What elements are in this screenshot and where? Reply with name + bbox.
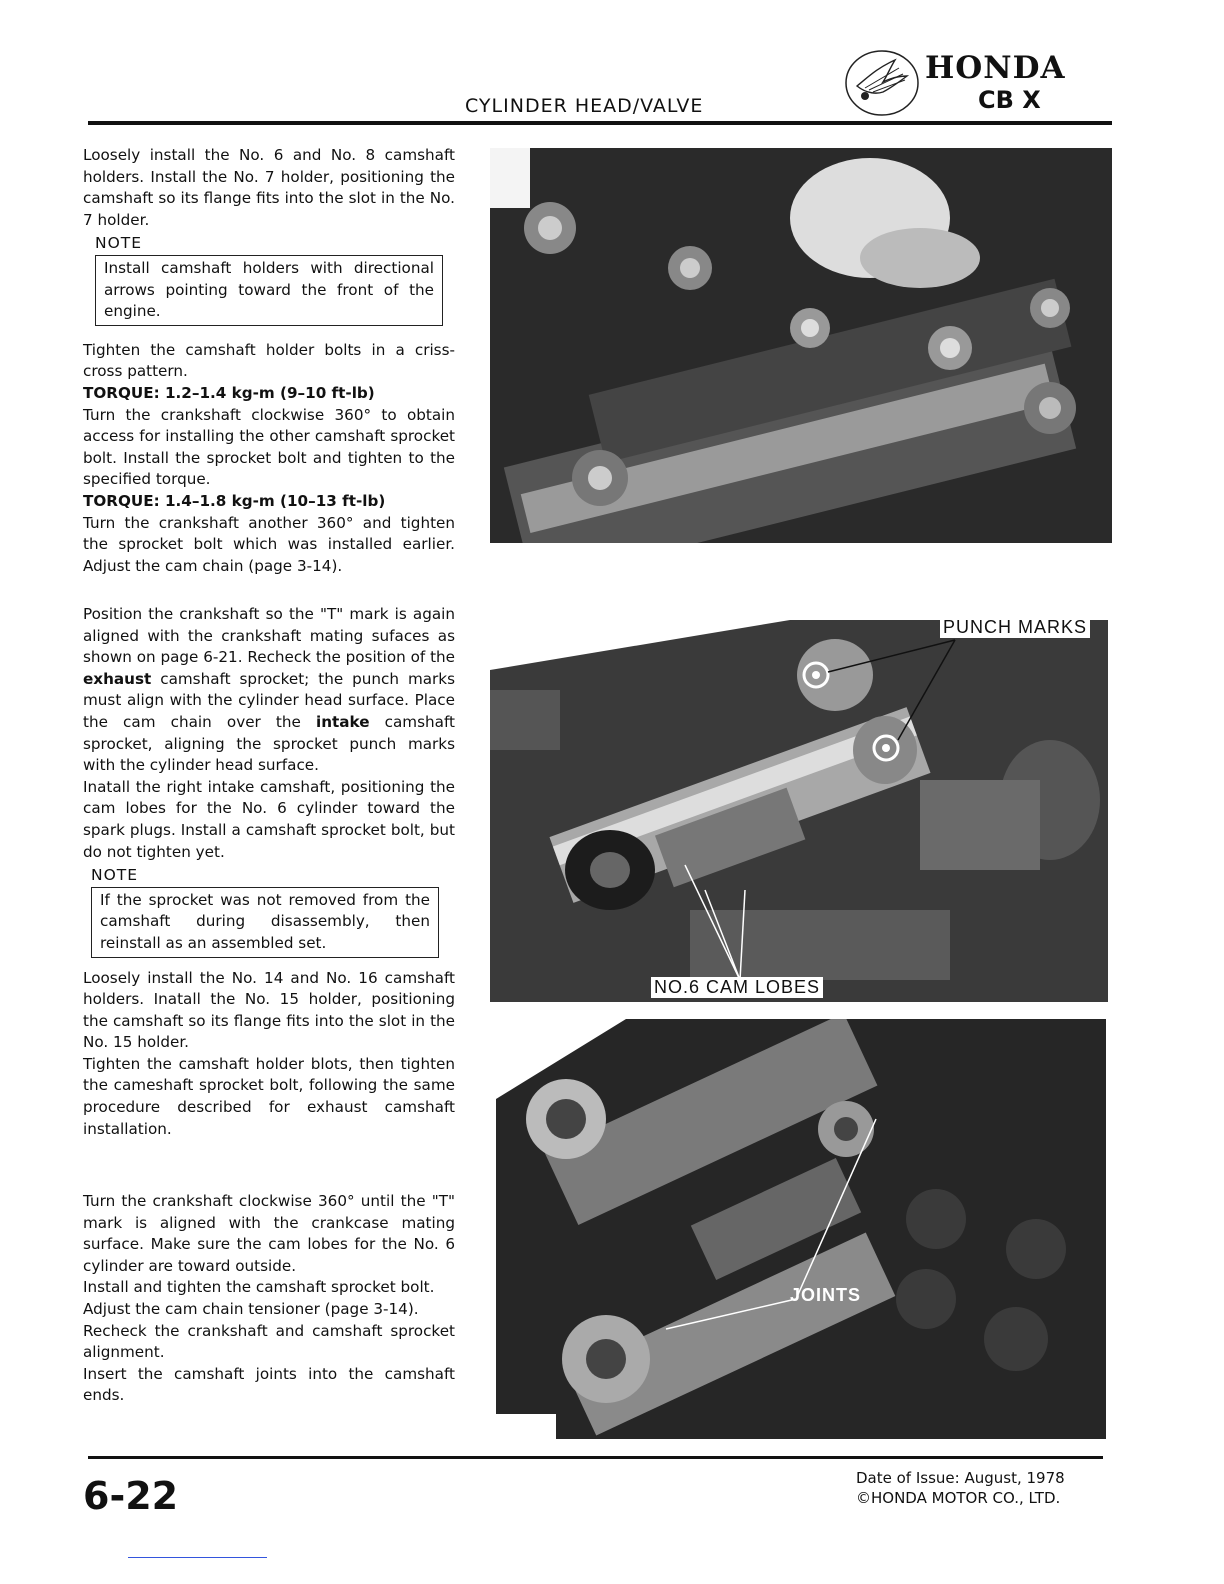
issue-info [856,1468,1065,1508]
paragraph: Inatall the right intake camshaft, positioning the cam lobes for the No. 6 cylinder toward the spark plugs. Install a camshaft sprocket bolt, but do not tighten yet. [83,777,455,861]
paragraph: Loosely install the No. 6 and No. 8 camshaft holders. Install the No. 7 holder, positioning the camshaft so its flange fits into the slot in the No. 7 holder. [83,146,455,229]
scan-artifact-line [128,1557,267,1558]
torque-spec: TORQUE: 1.2–1.4 kg-m (9–10 ft-lb) [83,383,375,402]
punch-marks-label: PUNCH MARKS [940,617,1090,638]
paragraph: Position the crankshaft so the "T" mark is again aligned with the crankshaft mating sufaces as shown on page 6-21. Recheck the position of the exhaust camshaft sprocket; the punch marks must align with the cylinder head surface. Place the cam chain over the intake camshaft sprocket, aligning the sprocket punch marks with the cylinder head surface. [83,605,455,775]
joints-label: JOINTS [790,1285,862,1305]
engine-photo-punch-marks [490,600,1108,1002]
note-label: NOTE [95,234,143,253]
cam-lobes-label: NO.6 CAM LOBES [651,977,823,998]
paragraph: Turn the crankshaft clockwise 360° until the "T" mark is aligned with the crankcase mating surface. Make sure the cam lobes for the No. 6 cylinder are toward outside. [83,1192,455,1275]
section-title: CYLINDER HEAD/VALVE [465,95,704,117]
paragraph: Tighten the camshaft holder bolts in a criss-cross pattern. [83,340,455,381]
paragraph: Recheck the crankshaft and camshaft sprocket alignment. [83,1321,455,1362]
paragraph: Loosely install the No. 14 and No. 16 camshaft holders. Inatall the No. 15 holder, positioning the camshaft so its flange fits into the slot in the No. 15 holder. [83,968,455,1052]
text-column [83,604,455,1140]
page-number: 6-22 [83,1474,179,1518]
text-column [83,1191,455,1407]
paragraph: Insert the camshaft joints into the camshaft ends. [83,1364,455,1405]
paragraph: Install and tighten the camshaft sprocket bolt. [83,1278,435,1297]
paragraph: Turn the crankshaft clockwise 360° to obtain access for installing the other camshaft sprocket bolt. Install the sprocket bolt and tighten to the specified torque. [83,405,455,489]
engine-photo-camshaft-holders [490,148,1112,570]
honda-wing-logo [843,48,921,118]
brand-name: HONDA [925,50,1066,86]
model-name: CB X [978,86,1041,114]
issue-date: Date of Issue: August, 1978 [856,1469,1065,1487]
header-rule [88,121,1112,125]
torque-spec: TORQUE: 1.4–1.8 kg-m (10–13 ft-lb) [83,491,386,510]
footer-rule [88,1456,1103,1459]
paragraph: Turn the crankshaft another 360° and tighten the sprocket bolt which was installed earlier. Adjust the cam chain (page 3-14). [83,513,455,575]
paragraph: Adjust the cam chain tensioner (page 3-14). [83,1299,419,1318]
paragraph: Tighten the camshaft holder blots, then tighten the cameshaft sprocket bolt, following the same procedure described for exhaust camshaft installation. [83,1054,455,1138]
engine-photo-camshaft-joints [496,1019,1106,1439]
text-column [83,145,455,577]
note-label: NOTE [91,866,139,885]
note-box: Install camshaft holders with directional arrows pointing toward the front of the engine. [95,255,443,326]
copyright: ©HONDA MOTOR CO., LTD. [856,1489,1061,1507]
note-box: If the sprocket was not removed from the camshaft during disassembly, then reinstall as an assembled set. [91,887,439,958]
